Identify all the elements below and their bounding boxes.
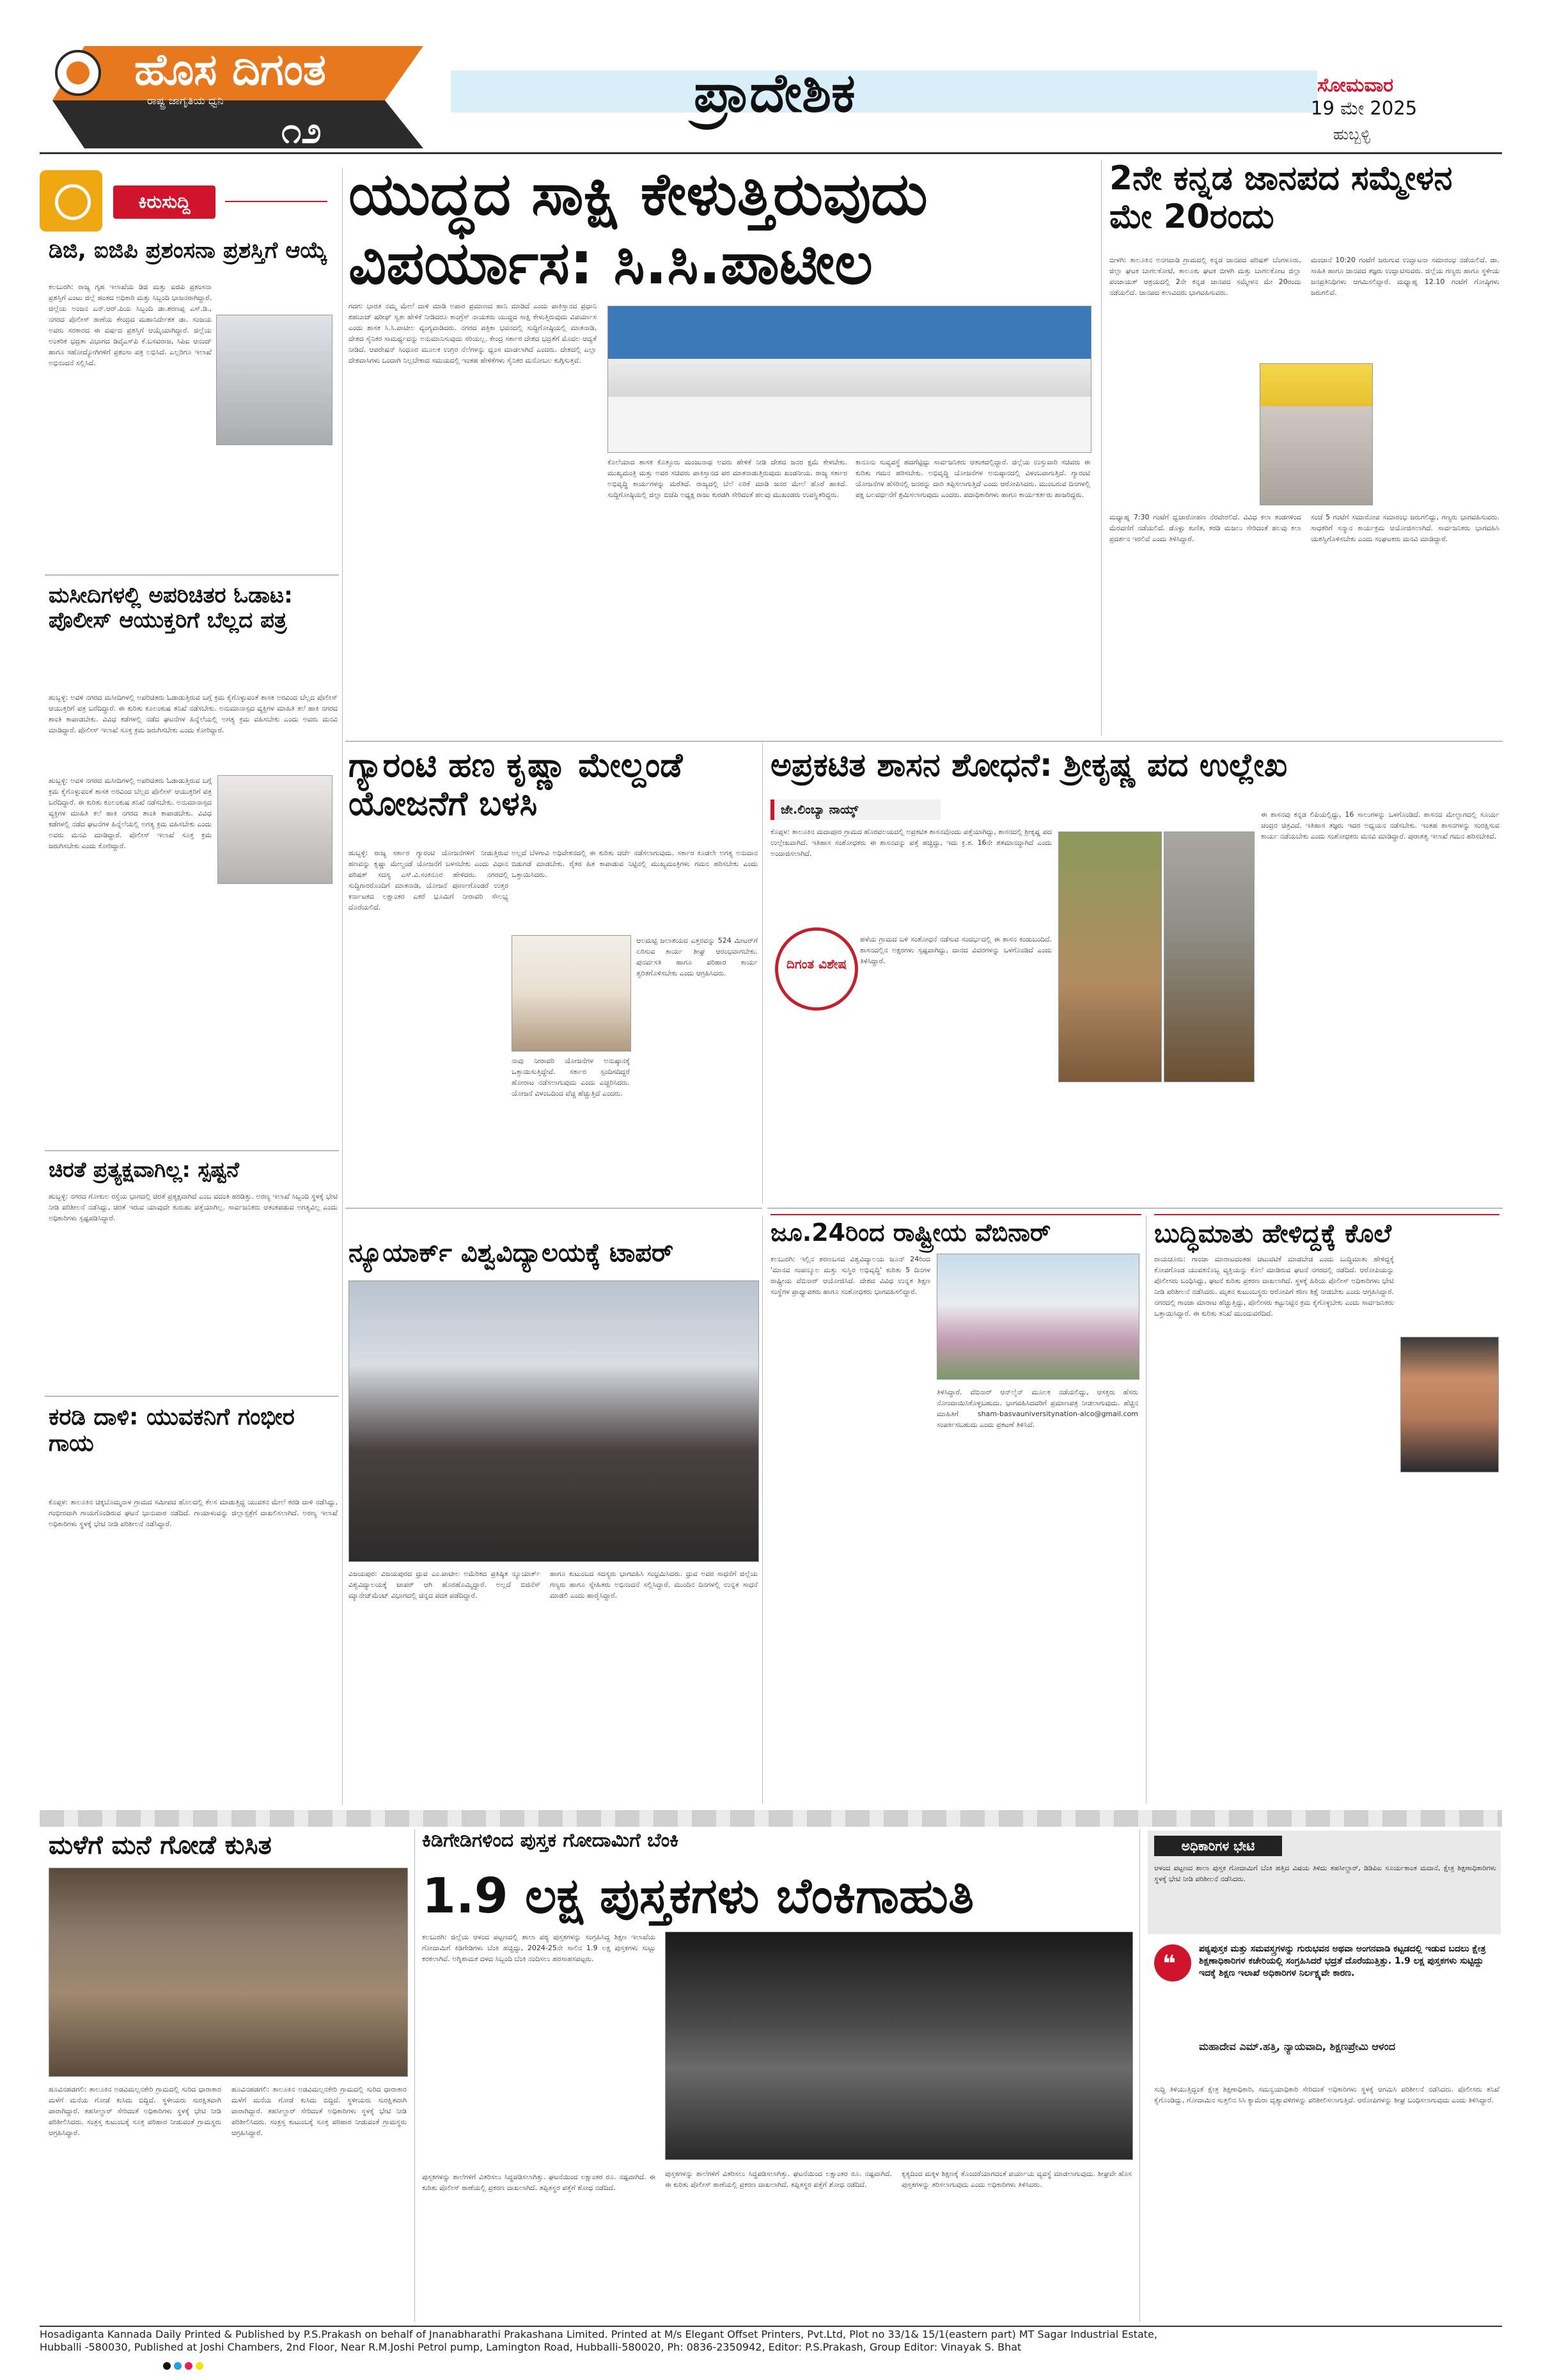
shasana-photo-1: [1058, 831, 1162, 1082]
left-headline-1: ಡಿಜಿ, ಐಜಿಪಿ ಪ್ರಶಂಸನಾ ಪ್ರಶಸ್ತಿಗೆ ಆಯ್ಕೆ: [49, 238, 327, 264]
left-column-divider: [342, 168, 343, 1805]
officials-quote: ಪಠ್ಯಪುಸ್ತಕ ಮತ್ತು ಸಮವಸ್ತ್ರಗಳನ್ನು ಗುರುಭವನ ಅಥವಾ ಅಂಗನವಾಡಿ ಕಟ್ಟಡದಲ್ಲಿ ಇಡುವ ಬದಲು ಕ್ಷೇತ್ರ ಶಿಕ್ಷಣಾಧಿಕಾರಿಗಳ ಕಚೇರಿಯಲ್ಲಿ ಸಂಗ್ರಹಿಸಿದರೆ ಭದ್ರತೆ ದೊರೆಯುತ್ತಿತ್ತು. 1.9 ಲಕ್ಷ ಪುಸ್ತಕಗಳು ಸುಟ್ಟಿದ್ದು ಇದಕ್ಕೆ ಶಿಕ್ಷಣ ಇಲಾಖೆ ಅಧಿಕಾರಿಗಳ ನಿರ್ಲಕ್ಷ್ಯವೇ ಕಾರಣ.: [1199, 1944, 1486, 1978]
fire-right-divider: [1139, 1829, 1140, 2322]
shasana-headline: ಅಪ್ರಕಟಿತ ಶಾಸನ ಶೋಧನೆ: ಶ್ರೀಕೃಷ್ಣ ಪದ ಉಲ್ಲೇಖ: [770, 746, 1288, 784]
officials-body: ಆಳಂದ ಪಟ್ಟಣದ ಶಾಲಾ ಪುಸ್ತಕ ಗೋದಾಮಿಗೆ ಬೆಂಕಿ ಹತ್ತಿದ ವಿಷಯ ತಿಳಿದು ತಹಸೀಲ್ದಾರ್, ಡಿಡಿಪಿಐ ಸೂರ್ಯಕಾಂತ ಮದಾನೆ, ಕ್ಷೇತ್ರ ಶಿಕ್ಷಣಾಧಿಕಾರಿಗಳು ಸ್ಥಳಕ್ಕೆ ಭೇಟಿ ನೀಡಿ ಪರಿಶೀಲನೆ ನಡೆಸಿದರು.: [1154, 1864, 1496, 1883]
guarantee-right-divider: [762, 743, 763, 1204]
left-headline-4: ಕರಡಿ ದಾಳಿ: ಯುವಕನಿಗೆ ಗಂಭೀರ ಗಾಯ: [49, 1404, 295, 1457]
logo-text: ಹೊಸ ದಿಗಂತ: [134, 45, 326, 95]
fire-body-1b: ಪುಸ್ತಕಗಳನ್ನು ಶಾಲೆಗಳಿಗೆ ವಿತರಿಸಲು ಸಿದ್ಧಪಡಿಸಲಾಗಿತ್ತು. ಘಟನೆಯಿಂದ ಲಕ್ಷಾಂತರ ರೂ. ನಷ್ಟವಾಗಿದೆ. ಈ ಕುರಿತು ಪೊಲೀಸ್ ಠಾಣೆಯಲ್ಲಿ ಪ್ರಕರಣ ದಾಖಲಾಗಿದೆ. ತಪ್ಪಿತಸ್ಥರ ಪತ್ತೆಗೆ ಶೋಧ ನಡೆದಿದೆ.: [422, 2173, 655, 2192]
masthead-divider: [40, 152, 1502, 154]
guarantee-photo: [512, 935, 631, 1052]
lead-press-photo: [607, 306, 1091, 453]
masthead-city: ಹುಬ್ಬಳ್ಳಿ: [1333, 125, 1370, 143]
rain-body-1: ಹೂವಿನಹಡಗಲಿ: ತಾಲೂಕಿನ ಅಡವಿಮಲ್ಲನಕೇರಿ ಗ್ರಾಮದಲ್ಲಿ ಸುರಿದ ಧಾರಾಕಾರ ಮಳೆಗೆ ಮನೆಯ ಗೋಡೆ ಕುಸಿದು ಬಿದ್ದಿದೆ. ಸ್ಥಳೀಯರು ಸುರಕ್ಷಿತವಾಗಿ ಪಾರಾಗಿದ್ದಾರೆ. ತಹಸೀಲ್ದಾರ್ ಸೇರಿದಂತೆ ಅಧಿಕಾರಿಗಳು ಸ್ಥಳಕ್ಕೆ ಭೇಟಿ ನೀಡಿ ಪರಿಶೀಲಿಸಿದರು. ಸಂತ್ರಸ್ತ ಕುಟುಂಬಕ್ಕೆ ಸೂಕ್ತ ಪರಿಹಾರ ನೀಡುವಂತೆ ಗ್ರಾಮಸ್ಥರು ಆಗ್ರಹಿಸಿದ್ದಾರೆ.: [49, 2085, 221, 2137]
registration-marks: [163, 2360, 1378, 2376]
buddhimaatu-body: ರಾಯಚೂರು: ಗಾಂಜಾ ಮಾರಾಟದಂತಹ ಚಟುವಟಿಕೆ ಮಾಡಬೇಡ ಎಂದು ಬುದ್ಧಿಮಾತು ಹೇಳಿದ್ದಕ್ಕೆ ಕೋಪಗೊಂಡ ಯುವಕನೊಬ್ಬ ವ್ಯಕ್ತಿಯನ್ನು ಕೊಲೆ ಮಾಡಿರುವ ಘಟನೆ ನಗರದಲ್ಲಿ ನಡೆದಿದೆ. ಆರೋಪಿಯನ್ನು ಪೊಲೀಸರು ಬಂಧಿಸಿದ್ದು, ಘಟನೆ ಕುರಿತು ಪ್ರಕರಣ ದಾಖಲಾಗಿದೆ. ಸ್ಥಳಕ್ಕೆ ಹಿರಿಯ ಪೊಲೀಸ್ ಅಧಿಕಾರಿಗಳು ಭೇಟಿ ನೀಡಿ ಪರಿಶೀಲನೆ ನಡೆಸಿದರು. ಮೃತನ ಕುಟುಂಬಸ್ಥರು ಆರೋಪಿಗೆ ಕಠಿಣ ಶಿಕ್ಷೆ ನೀಡಬೇಕು ಎಂದು ಆಗ್ರಹಿಸಿದ್ದಾರೆ. ನಗರದಲ್ಲಿ ಗಾಂಜಾ ಮಾರಾಟ ಹೆಚ್ಚುತ್ತಿದ್ದು, ಪೊಲೀಸರು ಕಟ್ಟುನಿಟ್ಟಿನ ಕ್ರಮ ಕೈಗೊಳ್ಳಬೇಕು ಎಂದು ಸಾರ್ವಜನಿಕರು ಒತ್ತಾಯಿಸಿದ್ದಾರೆ. ಈ ಕುರಿತು ತನಿಖೆ ಮುಂದುವರೆದಿದೆ.: [1154, 1255, 1394, 1318]
fire-body-3: ಕೃತ್ಯದಿಂದ ಮಕ್ಕಳ ಶಿಕ್ಷಣಕ್ಕೆ ತೊಂದರೆಯಾಗದಂತೆ ಪರ್ಯಾಯ ವ್ಯವಸ್ಥೆ ಮಾಡಲಾಗುವುದು. ಶೀಘ್ರವೇ ಹೊಸ ಪುಸ್ತಕಗಳನ್ನು ತರಿಸಲಾಗುವುದು ಎಂದು ಅಧಿಕಾರಿಗಳು ತಿಳಿಸಿದರು.: [902, 2170, 1132, 2189]
guarantee-body-1: ಹುಬ್ಬಳ್ಳಿ: ರಾಜ್ಯ ಸರ್ಕಾರ ಗ್ಯಾರಂಟಿ ಯೋಜನೆಗಳಿಗೆ ನೀಡುತ್ತಿರುವ ಹಣವನ್ನು ಕೃಷ್ಣಾ ಮೇಲ್ದಂಡೆ ಯೋಜನೆಗೆ ಬಳಸಬೇಕು ಎಂದು ವಿಧಾನ ಪರಿಷತ್ ಸದಸ್ಯ ಎಸ್.ವಿ.ಸಂಕನೂರ ಹೇಳಿದರು. ನಗರದಲ್ಲಿ ಸುದ್ದಿಗಾರರೊಂದಿಗೆ ಮಾತನಾಡಿ, ಯೋಜನೆ ಪೂರ್ಣಗೊಂಡರೆ ಉತ್ತರ ಕರ್ನಾಟಕದ ಲಕ್ಷಾಂತರ ಎಕರೆ ಭೂಮಿಗೆ ನೀರಾವರಿ ಸೌಲಭ್ಯ ದೊರೆಯಲಿದೆ.: [348, 849, 508, 911]
section-title: ಪ್ರಾದೇಶಿಕ: [694, 61, 856, 124]
fire-kicker: ಕಿಡಿಗೇಡಿಗಳಿಂದ ಪುಸ್ತಕ ಗೋದಾಮಿಗೆ ಬೆಂಕಿ: [422, 1829, 679, 1852]
left-headline-2: ಮಸೀದಿಗಳಲ್ಲಿ ಅಪರಿಚಿತರ ಓಡಾಟ: ಪೊಲೀಸ್ ಆಯುಕ್ತರಿಗೆ ಬೆಲ್ಲದ ಪತ್ರ: [49, 583, 293, 634]
footer-top-rule: [40, 2326, 1502, 2327]
shasana-bottom-divider: [767, 1208, 1503, 1209]
guarantee-body-3: ನಾವು ನೀರಾವರಿ ಯೋಜನೆಗಳ ಅನುಷ್ಠಾನಕ್ಕೆ ಒತ್ತಾಯಿಸುತ್ತಿದ್ದೇವೆ. ಸರ್ಕಾರ ಸ್ಪಂದಿಸದಿದ್ದರೆ ಹೋರಾಟ ನಡೆಸಲಾಗುವುದು ಎಂದು ಎಚ್ಚರಿಸಿದರು. ಯೋಜನೆ ವಿಳಂಬದಿಂದ ವೆಚ್ಚ ಹೆಚ್ಚುತ್ತಿದೆ ಎಂದರು.: [512, 1057, 630, 1098]
left-body-4: ಕೊಪ್ಪಳ: ತಾಲೂಕಿನ ಚಿಕ್ಕಬೊಮ್ಮನಾಳ ಗ್ರಾಮದ ಸಮೀಪದ ಹೊಲದಲ್ಲಿ ಕೆಲಸ ಮಾಡುತ್ತಿದ್ದ ಯುವಕನ ಮೇಲೆ ಕರಡಿ ದಾಳಿ ನಡೆಸಿದ್ದು, ಗಂಭೀರವಾಗಿ ಗಾಯಗೊಂಡಿರುವ ಘಟನೆ ಭಾನುವಾರ ನಡೆದಿದೆ. ಗಾಯಾಳುವನ್ನು ಜಿಲ್ಲಾಸ್ಪತ್ರೆಗೆ ದಾಖಲಿಸಲಾಗಿದೆ. ಅರಣ್ಯ ಇಲಾಖೆ ಅಧಿಕಾರಿಗಳು ಸ್ಥಳಕ್ಕೆ ಭೇಟಿ ನೀಡಿ ಪರಿಶೀಲನೆ ನಡೆಸಿದ್ದಾರೆ.: [49, 1498, 338, 1528]
logo-tagline: ರಾಷ್ಟ್ರ ಜಾಗೃತಿಯ ಧ್ವನಿ: [147, 95, 224, 107]
left-photo-1: [216, 315, 332, 445]
guarantee-body-2: ಅಲ್ಲದೆ ಬೆಳಗಾವಿ ಅಧಿವೇಶನದಲ್ಲಿ ಈ ಕುರಿತು ಚರ್ಚೆ ನಡೆಸಲಾಗುವುದು. ಸರ್ಕಾರ ಕೂಡಲೇ ಅಗತ್ಯ ಅನುದಾನ ಬಿಡುಗಡೆ ಮಾಡಬೇಕು. ರೈತರ ಹಿತ ಕಾಪಾಡುವ ನಿಟ್ಟಿನಲ್ಲಿ ಮುಖ್ಯಮಂತ್ರಿಗಳು ಗಮನ ಹರಿಸಬೇಕು ಎಂದು ಒತ್ತಾಯಿಸಿದರು.: [512, 849, 758, 879]
lead-bottom-divider: [345, 741, 1503, 742]
left-body-1: ಕಲಬುರಗಿ: ರಾಜ್ಯ ಗೃಹ ಇಲಾಖೆಯ ಡಿಜಿ ಮತ್ತು ಐಜಿಪಿ ಪ್ರಶಂಸನಾ ಪ್ರಶಸ್ತಿಗೆ ಎಂಟು ಜಿಲ್ಲೆ ಹಂತದ ಅಧಿಕಾರಿ ಮತ್ತು ಸಿಬ್ಬಂದಿ ಭಾಜನರಾಗಿದ್ದಾರೆ. ಜಿಲ್ಲೆಯ ಅಂಜನ ಎನ್.ಆರ್.ಪಿಯ ಸಿಬ್ಬಂದಿ ಡಾ.ಶರಣಪ್ಪ ಎಸ್.ಡಿ., ನಗರದ ಪೊಲೀಸ್ ಠಾಣೆಯ ಕೇಂದ್ರದ ಮಹಾನಿರ್ದೇಶಕ ಡಾ. ಸಂಜಯ ಅವರು ಸರಕಾರದ ಈ ವರ್ಷದ ಪ್ರಶಸ್ತಿಗೆ ಆಯ್ಕೆಯಾಗಿದ್ದಾರೆ. ಜಿಲ್ಲೆಯ ಅಂತರಿಕ ಭದ್ರತಾ ವಿಭಾಗದ ಡಿವೈಎಸ್‌ಪಿ ಕೆ.ಬಸವರಾಜ, ಸಿಪಿಐ ಆನಂದ್ ಹಾಗೂ ಸಹೋದ್ಯೋಗಿಗಳಿಗೆ ಪ್ರಶಂಸಾ ಪತ್ರ ಲಭಿಸಿದೆ. ಎಲ್ಲರಿಗೂ ಇಲಾಖೆ ಅಭಿನಂದನೆ ಸಲ್ಲಿಸಿದೆ.: [49, 283, 212, 367]
kiru-suddi-banner: [40, 168, 329, 234]
left-headline-3: ಚಿರತೆ ಪ್ರತ್ಯಕ್ಷವಾಗಿಲ್ಲ: ಸ್ಪಷ್ಟನೆ: [49, 1157, 239, 1182]
section-band: [451, 70, 1317, 113]
webinar-body-1: ಕಲಬುರಗಿ: ಇಲ್ಲಿನ ಶರಣಬಸವ ವಿಶ್ವವಿದ್ಯಾಲಯ ಜೂನ್ 24ರಿಂದ 'ಮಾನವ ಸಂಪನ್ಮೂಲ ಮತ್ತು ಸುಸ್ಥಿರ ಅಭಿವೃದ್ಧಿ' ಕುರಿತು 5 ದಿನಗಳ ರಾಷ್ಟ್ರೀಯ ವೆಬಿನಾರ್ ಆಯೋಜಿಸಿದೆ. ದೇಶದ ವಿವಿಧ ಉನ್ನತ ಶಿಕ್ಷಣ ಸಂಸ್ಥೆಗಳ ಪ್ರಾಧ್ಯಾಪಕರು ಹಾಗೂ ಸಂಶೋಧಕರು ಭಾಗವಹಿಸಲಿದ್ದಾರೆ.: [770, 1255, 930, 1296]
kiru-suddi-label: ಕಿರುಸುದ್ದಿ: [113, 185, 215, 219]
bottom-gradient-band: [40, 1810, 1502, 1827]
janapada-body-2: ಮಂಜಾನೆ 10:20 ಗಂಟೆಗೆ ಜರುಗುವ ಉದ್ಘಾಟನಾ ಸಮಾರಂಭ ನಡೆಯಲಿದೆ. ಡಾ. ಸಾಹಿತಿ ಹಾಗೂ ಜಾನಪದ ತಜ್ಞರು ಉದ್ಘಾಟಿಸುವರು. ಜಿಲ್ಲೆಯ ಗಣ್ಯರು ಹಾಗೂ ಸ್ಥಳೀಯ ಜನಪ್ರತಿನಿಧಿಗಳು ಆಗಮಿಸಲಿದ್ದಾರೆ. ಮಧ್ಯಾಹ್ನ 12.10 ಗಂಟೆಗೆ ಗೋಷ್ಠಿಗಳು ಜರುಗಲಿವೆ.: [1311, 256, 1499, 297]
left-body-2b: ಹುಬ್ಬಳ್ಳಿ: ಅವಳಿ ನಗರದ ಮಸೀದಿಗಳಲ್ಲಿ ಅಪರಿಚಿತರು ಓಡಾಡುತ್ತಿರುವ ಬಗ್ಗೆ ಕ್ರಮ ಕೈಗೊಳ್ಳುವಂತೆ ಶಾಸಕ ಅರವಿಂದ ಬೆಲ್ಲದ ಪೊಲೀಸ್ ಆಯುಕ್ತರಿಗೆ ಪತ್ರ ಬರೆದಿದ್ದಾರೆ. ಈ ಕುರಿತು ಕೂಲಂಕುಷ ತನಿಖೆ ನಡೆಸಬೇಕು. ಅನುಮಾನಾಸ್ಪದ ವ್ಯಕ್ತಿಗಳ ಮಾಹಿತಿ ಕಲೆ ಹಾಕಿ ನಗರದ ಶಾಂತಿ ಕಾಪಾಡಬೇಕು. ವಿವಿಧ ಕಡೆಗಳಲ್ಲಿ ನಡೆದ ಘಟನೆಗಳ ಹಿನ್ನೆಲೆಯಲ್ಲಿ ಅಗತ್ಯ ಕ್ರಮ ವಹಿಸಬೇಕು ಎಂದು ಅವರು ಮನವಿ ಮಾಡಿದ್ದಾರೆ. ಪೊಲೀಸ್ ಇಲಾಖೆ ಸೂಕ್ತ ಕ್ರಮ ಜರುಗಿಸಬೇಕು ಎಂದು ಕೋರಿದ್ದಾರೆ.: [49, 776, 212, 850]
shasana-byline: ಜೇ.ಲಿಂಬ್ಯಾ ನಾಯ್ಕ್: [770, 800, 941, 820]
guarantee-body-4: ಆಲಮಟ್ಟಿ ಜಲಾಶಯದ ಎತ್ತರವನ್ನು 524 ಮೀಟರ್‌ಗೆ ಏರಿಸುವ ಕಾರ್ಯ ಶೀಘ್ರ ಆರಂಭವಾಗಬೇಕು. ಪುನರ್ವಸತಿ ಹಾಗೂ ಪರಿಹಾರ ಕಾರ್ಯ ತ್ವರಿತಗೊಳಿಸಬೇಕು ಎಂದು ಆಗ್ರಹಿಸಿದರು.: [636, 936, 758, 977]
page-number: ೧೨: [281, 110, 322, 152]
rain-photo: [49, 1868, 408, 2077]
fire-headline: 1.9 ಲಕ್ಷ ಪುಸ್ತಕಗಳು ಬೆಂಕಿಗಾಹುತಿ: [422, 1867, 974, 1924]
left-body-3: ಹುಬ್ಬಳ್ಳಿ: ನಗರದ ಗೋಕುಲ ರಸ್ತೆಯ ಭಾಗದಲ್ಲಿ ಚಿರತೆ ಪ್ರತ್ಯಕ್ಷವಾಗಿದೆ ಎಂಬ ವದಂತಿ ಹರಡಿತ್ತು. ಅರಣ್ಯ ಇಲಾಖೆ ಸಿಬ್ಬಂದಿ ಸ್ಥಳಕ್ಕೆ ಭೇಟಿ ನೀಡಿ ಪರಿಶೀಲನೆ ನಡೆಸಿದ್ದು, ಚಿರತೆ ಇರುವ ಯಾವುದೇ ಕುರುಹು ಪತ್ತೆಯಾಗಿಲ್ಲ. ಸಾರ್ವಜನಿಕರು ಆತಂಕಪಡುವ ಅಗತ್ಯವಿಲ್ಲ ಎಂದು ಅಧಿಕಾರಿಗಳು ಸ್ಪಷ್ಟಪಡಿಸಿದ್ದಾರೆ.: [49, 1192, 338, 1222]
fire-photo: [665, 1932, 1133, 2160]
lead-headline: ಯುದ್ಧದ ಸಾಕ್ಷಿ ಕೇಳುತ್ತಿರುವುದು ವಿಪರ್ಯಾಸ: ಸಿ.ಸಿ.ಪಾಟೀಲ: [348, 160, 928, 297]
guarantee-bottom-divider: [345, 1208, 762, 1209]
lead-body-3: ಕಾನೂನು ಸುವ್ಯವಸ್ಥೆ ಹದಗೆಟ್ಟಿದ್ದು ಸಾರ್ವಜನಿಕರು ಆತಂಕದಲ್ಲಿದ್ದಾರೆ. ಜಿಲ್ಲೆಯ ಉಸ್ತುವಾರಿ ಸಚಿವರು ಈ ಕುರಿತು ಗಮನ ಹರಿಸಬೇಕು. ಅಭಿವೃದ್ಧಿ ಯೋಜನೆಗಳ ಅನುಷ್ಠಾನದಲ್ಲಿ ವಿಳಂಬವಾಗುತ್ತಿದೆ. ಗ್ಯಾರಂಟಿ ಯೋಜನೆಗಳ ಹೆಸರಿನಲ್ಲಿ ಜನರನ್ನು ದಾರಿ ತಪ್ಪಿಸಲಾಗುತ್ತಿದೆ ಎಂದು ಆರೋಪಿಸಿದರು. ಮುಂಬರುವ ದಿನಗಳಲ್ಲಿ ಪಕ್ಷ ಬಲವರ್ಧನೆಗೆ ಶ್ರಮಿಸಲಾಗುವುದು ಎಂದರು. ಪದಾಧಿಕಾರಿಗಳು ಹಾಗೂ ಕಾರ್ಯಕರ್ತರು ಹಾಜರಿದ್ದರು.: [856, 458, 1090, 499]
webinar-body-2: ತಿಳಿಸಿದ್ದಾರೆ. ವೆಬಿನಾರ್ ಆನ್‌ಲೈನ್ ಮೂಲಕ ನಡೆಯಲಿದ್ದು, ಆಸಕ್ತರು ಹೆಸರು ನೋಂದಾಯಿಸಿಕೊಳ್ಳಬಹುದು. ಭಾಗವಹಿಸಿದವರಿಗೆ ಪ್ರಮಾಣಪತ್ರ ನೀಡಲಾಗುವುದು. ಹೆಚ್ಚಿನ ಮಾಹಿತಿಗೆ sham-basvauniversitynation-alco@gmail.com ಸಂಪರ್ಕಿಸಬಹುದು ಎಂದು ಪ್ರಕಟಣೆ ತಿಳಿಸಿದೆ.: [937, 1388, 1138, 1429]
janapada-photo: [1260, 363, 1373, 505]
newyork-right-divider: [762, 1215, 763, 1804]
newyork-photo: [348, 1281, 759, 1562]
newyork-headline: ನ್ಯೂಯಾರ್ಕ್ ವಿಶ್ವವಿದ್ಯಾಲಯಕ್ಕೆ ಟಾಪರ್: [348, 1238, 674, 1268]
footer-line-2: Hubballi -580030, Published at Joshi Chambers, 2nd Floor, Near R.M.Joshi Petrol pump, Lamington Road, Hubballi-580020, Ph: 0836-2350942, Editor: P.S.Prakash, Group Editor: Vinayak S. Bhat: [40, 2341, 1022, 2353]
rain-right-divider: [414, 1829, 415, 2322]
guarantee-headline: ಗ್ಯಾರಂಟಿ ಹಣ ಕೃಷ್ಣಾ ಮೇಲ್ದಂಡೆ ಯೋಜನೆಗೆ ಬಳಸಿ: [348, 746, 683, 823]
newyork-body-1: ವಿಜಯಪುರ: ವಿಜಯಪುರದ ಧ್ರುವ ಎಂ.ಪಾಟೀಲ ಅಮೆರಿಕದ ಪ್ರತಿಷ್ಠಿತ ನ್ಯೂಯಾರ್ಕ್ ವಿಶ್ವವಿದ್ಯಾಲಯಕ್ಕೆ ಟಾಪರ್ ಆಗಿ ಹೊರಹೊಮ್ಮಿದ್ದಾರೆ. ಅಲ್ಲದೆ ಬಿಜಿನೆಸ್ ಮ್ಯಾನೇಜ್‌ಮೆಂಟ್ ವಿಭಾಗದಲ್ಲಿ ಚಿನ್ನದ ಪದಕ ಪಡೆದಿದ್ದಾರೆ.: [348, 1570, 540, 1600]
shasana-body-1: ಕೊಪ್ಪಳ: ತಾಲೂಕಿನ ಮದಾಪೂರ ಗ್ರಾಮದ ಹೊರವಲಯದಲ್ಲಿ ಅಪ್ರಕಟಿತ ಶಾಸನವೊಂದು ಪತ್ತೆಯಾಗಿದ್ದು, ಶಾಸನದಲ್ಲಿ ಶ್ರೀಕೃಷ್ಣ ಪದ ಉಲ್ಲೇಖವಾಗಿದೆ. ಇತಿಹಾಸ ಸಂಶೋಧಕರು ಈ ಶಾಸನವನ್ನು ಪತ್ತೆ ಹಚ್ಚಿದ್ದು, ಇದು ಕ್ರಿ.ಶ. 16ನೇ ಶತಮಾನದ್ದಾಗಿದೆ ಎಂದು ಅಂದಾಜಿಸಲಾಗಿದೆ.: [770, 828, 1052, 858]
shasana-badge-label: ದಿಗಂತ ವಿಶೇಷ: [786, 956, 847, 972]
masthead-date: 19 ಮೇ 2025: [1311, 97, 1418, 119]
fire-body-1: ಕಲಬುರಗಿ: ಜಿಲ್ಲೆಯ ಆಳಂದ ಪಟ್ಟಣದಲ್ಲಿ ಶಾಲಾ ಪಠ್ಯ ಪುಸ್ತಕಗಳನ್ನು ಸಂಗ್ರಹಿಸಿದ್ದ ಶಿಕ್ಷಣ ಇಲಾಖೆಯ ಗೋದಾಮಿಗೆ ಕಿಡಿಗೇಡಿಗಳು ಬೆಂಕಿ ಹಚ್ಚಿದ್ದು, 2024-25ನೇ ಸಾಲಿನ 1.9 ಲಕ್ಷ ಪುಸ್ತಕಗಳು ಸುಟ್ಟು ಕರಕಲಾಗಿವೆ. ಅಗ್ನಿಶಾಮಕ ದಳದ ಸಿಬ್ಬಂದಿ ಬೆಂಕಿ ನಂದಿಸಲು ಹರಸಾಹಸಪಟ್ಟರು.: [422, 1933, 655, 1963]
shasana-body-2: ಹಳೆಯ ಗ್ರಾಮದ ಬಳಿ ಸಂಶೋಧನೆ ನಡೆಸುವ ಸಂದರ್ಭದಲ್ಲಿ ಈ ಶಾಸನ ಕಂಡುಬಂದಿದೆ. ಶಾಸನದಲ್ಲಿನ ಅಕ್ಷರಗಳು ಸ್ಪಷ್ಟವಾಗಿದ್ದು, ದಾನದ ವಿವರಗಳನ್ನು ಒಳಗೊಂಡಿದೆ ಎಂದು ತಿಳಿಸಿದ್ದಾರೆ.: [860, 935, 1052, 965]
rain-headline: ಮಳೆಗೆ ಮನೆ ಗೋಡೆ ಕುಸಿತ: [49, 1831, 272, 1860]
buddhimaatu-headline: ಬುದ್ಧಿಮಾತು ಹೇಳಿದ್ದಕ್ಕೆ ಕೊಲೆ: [1154, 1214, 1499, 1252]
left-body-2: ಹುಬ್ಬಳ್ಳಿ: ಅವಳಿ ನಗರದ ಮಸೀದಿಗಳಲ್ಲಿ ಅಪರಿಚಿತರು ಓಡಾಡುತ್ತಿರುವ ಬಗ್ಗೆ ಕ್ರಮ ಕೈಗೊಳ್ಳುವಂತೆ ಶಾಸಕ ಅರವಿಂದ ಬೆಲ್ಲದ ಪೊಲೀಸ್ ಆಯುಕ್ತರಿಗೆ ಪತ್ರ ಬರೆದಿದ್ದಾರೆ. ಈ ಕುರಿತು ಕೂಲಂಕುಷ ತನಿಖೆ ನಡೆಸಬೇಕು. ಅನುಮಾನಾಸ್ಪದ ವ್ಯಕ್ತಿಗಳ ಮಾಹಿತಿ ಕಲೆ ಹಾಕಿ ನಗರದ ಶಾಂತಿ ಕಾಪಾಡಬೇಕು. ವಿವಿಧ ಕಡೆಗಳಲ್ಲಿ ನಡೆದ ಘಟನೆಗಳ ಹಿನ್ನೆಲೆಯಲ್ಲಿ ಅಗತ್ಯ ಕ್ರಮ ವಹಿಸಬೇಕು ಎಂದು ಅವರು ಮನವಿ ಮಾಡಿದ್ದಾರೆ. ಪೊಲೀಸ್ ಇಲಾಖೆ ಸೂಕ್ತ ಕ್ರಮ ಜರುಗಿಸಬೇಕು ಎಂದು ಕೋರಿದ್ದಾರೆ.: [49, 693, 338, 734]
masthead-day: ಸೋಮವಾರ: [1317, 74, 1394, 97]
webinar-headline: ಜೂ.24ರಿಂದ ರಾಷ್ಟ್ರೀಯ ವೆಬಿನಾರ್: [770, 1214, 1141, 1251]
lead-body-1: ಗದಗ: ಭಾರತ ನಮ್ಮ ಮೇಲೆ ದಾಳಿ ಮಾಡಿ ಅಪಾರ ಪ್ರಮಾಣದ ಹಾನಿ ಮಾಡಿದೆ ಎಂದು ಪಾಕಿಸ್ತಾನದ ಪ್ರಧಾನಿ ಶಹಬಾಜ್ ಷರೀಫ್ ಸ್ವತಃ ಹೇಳಿಕೆ ನೀಡಿದರೂ ಕಾಂಗ್ರೆಸ್ ನಾಯಕರು ಯುದ್ಧದ ಸಾಕ್ಷಿ ಕೇಳುತ್ತಿರುವುದು ವಿಪರ್ಯಾಸ ಎಂದು ಶಾಸಕ ಸಿ.ಸಿ.ಪಾಟೀಲ ವ್ಯಂಗ್ಯವಾಡಿದರು. ನಗರದ ಪತ್ರಿಕಾ ಭವನದಲ್ಲಿ ಸುದ್ದಿಗೋಷ್ಠಿಯಲ್ಲಿ ಮಾತನಾಡಿ, ದೇಶದ ಸೈನಿಕರ ಸಾಮರ್ಥ್ಯವನ್ನು ಅನುಮಾನಿಸುವುದು ಸರಿಯಲ್ಲ. ಕೇಂದ್ರ ಸರ್ಕಾರ ದೇಶದ ಭದ್ರತೆಗೆ ಮೊದಲ ಆದ್ಯತೆ ನೀಡಿದೆ. ಆಪರೇಷನ್ ಸಿಂಧೂರ ಮೂಲಕ ಉಗ್ರರ ನೆಲೆಗಳನ್ನು ಧ್ವಂಸ ಮಾಡಲಾಗಿದೆ ಎಂದರು. ದೇಶದಲ್ಲಿ ಎಲ್ಲಾ ದೇಶವಾಸಿಗಳು ಒಂದಾಗಿ ನಿಲ್ಲಬೇಕಾದ ಸಮಯದಲ್ಲಿ ಇಂತಹ ಹೇಳಿಕೆಗಳು ಸೈನಿಕರ ಮನೋಬಲ ಕುಗ್ಗಿಸುತ್ತವೆ.: [348, 302, 597, 365]
lead-body-2: ಕೊಲೆಯಾದ ಶಾಸಕ ಕೊತ್ತೂರು ಮಂಜುನಾಥ ಅವರು ಹೇಳಿಕೆ ನೀಡಿ ದೇಶದ ಜನರ ಕ್ಷಮೆ ಕೇಳಬೇಕು. ಮುಖ್ಯಮಂತ್ರಿ ಮತ್ತು ಅವರ ಸಚಿವರು ಪಾಕಿಸ್ತಾನದ ಪರ ಮಾತನಾಡುತ್ತಿರುವುದು ಖಂಡನೀಯ. ರಾಜ್ಯ ಸರ್ಕಾರ ಅಭಿವೃದ್ಧಿ ಕಾರ್ಯಗಳನ್ನು ಮರೆತಿದೆ. ರಾಜ್ಯದಲ್ಲಿ ಬೆಲೆ ಏರಿಕೆ ಮಾಡಿ ಜನರ ಮೇಲೆ ಹೊರೆ ಹಾಕಿದೆ. ಸುದ್ದಿಗೋಷ್ಠಿಯಲ್ಲಿ ಜಿಲ್ಲಾ ಬಿಜೆಪಿ ಅಧ್ಯಕ್ಷ ರಾಜು ಕುರಡಗಿ ಸೇರಿದಂತೆ ಹಲವು ಮುಖಂಡರು ಉಪಸ್ಥಿತರಿದ್ದರು.: [607, 458, 847, 499]
rain-body-2: ಹೂವಿನಹಡಗಲಿ: ತಾಲೂಕಿನ ಅಡವಿಮಲ್ಲನಕೇರಿ ಗ್ರಾಮದಲ್ಲಿ ಸುರಿದ ಧಾರಾಕಾರ ಮಳೆಗೆ ಮನೆಯ ಗೋಡೆ ಕುಸಿದು ಬಿದ್ದಿದೆ. ಸ್ಥಳೀಯರು ಸುರಕ್ಷಿತವಾಗಿ ಪಾರಾಗಿದ್ದಾರೆ. ತಹಸೀಲ್ದಾರ್ ಸೇರಿದಂತೆ ಅಧಿಕಾರಿಗಳು ಸ್ಥಳಕ್ಕೆ ಭೇಟಿ ನೀಡಿ ಪರಿಶೀಲಿಸಿದರು. ಸಂತ್ರಸ್ತ ಕುಟುಂಬಕ್ಕೆ ಸೂಕ್ತ ಪರಿಹಾರ ನೀಡುವಂತೆ ಗ್ರಾಮಸ್ಥರು ಆಗ್ರಹಿಸಿದ್ದಾರೆ.: [231, 2085, 407, 2137]
janapada-body-3: ಮಧ್ಯಾಹ್ನ 7:30 ಗಂಟೆಗೆ ಧ್ವಜಾರೋಹಣ ನೆರವೇರಲಿದೆ. ವಿವಿಧ ಕಲಾ ತಂಡಗಳಿಂದ ಮೆರವಣಿಗೆ ನಡೆಯಲಿದೆ. ಡೊಳ್ಳು ಕುಣಿತ, ಕರಡಿ ಮಜಲು ಸೇರಿದಂತೆ ಹಲವು ಕಲಾ ಪ್ರದರ್ಶನ ಇರಲಿವೆ ಎಂದು ತಿಳಿಸಿದ್ದಾರೆ.: [1109, 513, 1301, 543]
lead-right-divider: [1101, 160, 1102, 736]
buddhimaatu-photo: [1400, 1337, 1499, 1472]
officials-title: ಅಧಿಕಾರಿಗಳ ಭೇಟಿ: [1154, 1836, 1282, 1856]
officials-author: ಮಹಾದೇವ ಎಮ್.ಹತ್ತಿ, ನ್ಯಾಯವಾದಿ, ಶಿಕ್ಷಣಪ್ರೇಮಿ ಆಳಂದ: [1199, 2040, 1396, 2053]
left-divider-2: [45, 1150, 339, 1151]
shasana-photo-2: [1164, 831, 1255, 1082]
left-photo-2: [217, 775, 332, 884]
janapada-headline: 2ನೇ ಕನ್ನಡ ಜಾನಪದ ಸಮ್ಮೇಳನ ಮೇ 20ರಂದು: [1109, 159, 1453, 236]
officials-body-2: ಸುದ್ದಿ ತಿಳಿಯುತ್ತಿದ್ದಂತೆ ಕ್ಷೇತ್ರ ಶಿಕ್ಷಣಾಧಿಕಾರಿ, ಸಮನ್ವಯಾಧಿಕಾರಿ ಸೇರಿದಂತೆ ಅಧಿಕಾರಿಗಳು ಸ್ಥಳಕ್ಕೆ ಆಗಮಿಸಿ ಪರಿಶೀಲನೆ ನಡೆಸಿದರು. ಪೊಲೀಸರು ತನಿಖೆ ಕೈಗೊಂಡಿದ್ದು, ಗೋದಾಮಿನ ಸುತ್ತಲಿನ ಸಿಸಿ ಕ್ಯಾಮೆರಾ ದೃಶ್ಯಾವಳಿಗಳನ್ನು ಪರಿಶೀಲಿಸಲಾಗುತ್ತಿದೆ. ಆರೋಪಿಗಳನ್ನು ಶೀಘ್ರ ಬಂಧಿಸಲಾಗುವುದು ಎಂದು ತಿಳಿಸಿದ್ದಾರೆ.: [1154, 2085, 1499, 2104]
janapada-body-1: ಬೀಳಗಿ: ತಾಲೂಕಿನ ಅನಗವಾಡಿ ಗ್ರಾಮದಲ್ಲಿ ಕನ್ನಡ ಜಾನಪದ ಪರಿಷತ್ ಬೆಂಗಳೂರು, ಜಿಲ್ಲಾ ಘಟಕ ಬಾಗಲಕೋಟೆ, ತಾಲೂಕು ಘಟಕ ಬೀಳಗಿ ಮತ್ತು ಬಾಗಲಕೋಟ ಜಿಲ್ಲಾ ಪಂಚಾಯತ್ ಆಶ್ರಯದಲ್ಲಿ 2ನೇ ಕನ್ನಡ ಜಾನಪದ ಸಮ್ಮೇಳನ ಮೇ 20ರಂದು ನಡೆಯಲಿದೆ. ಜಾನಪದ ಕಲಾವಿದರು ಭಾಗವಹಿಸುವರು.: [1109, 256, 1301, 297]
shasana-body-3: ಈ ಶಾಸನವು ಕನ್ನಡ ಲಿಪಿಯಲ್ಲಿದ್ದು, 16 ಸಾಲುಗಳನ್ನು ಒಳಗೊಂಡಿದೆ. ಶಾಸನದ ಮೇಲ್ಭಾಗದಲ್ಲಿ ಸೂರ್ಯ ಚಂದ್ರರ ಚಿತ್ರವಿದೆ. ಇತಿಹಾಸ ತಜ್ಞರು ಇದರ ಅಧ್ಯಯನ ನಡೆಸಬೇಕು. ಇಂತಹ ಶಾಸನಗಳನ್ನು ಸಂರಕ್ಷಿಸುವ ಕಾರ್ಯ ನಡೆಯಬೇಕು ಎಂದು ಸಂಶೋಧಕರು ಮನವಿ ಮಾಡಿದ್ದಾರೆ. ಪುರಾತತ್ವ ಇಲಾಖೆ ಗಮನ ಹರಿಸಬೇಕಿದೆ.: [1261, 810, 1499, 840]
webinar-building-photo: [937, 1254, 1139, 1380]
masthead: [0, 0, 1541, 154]
fire-body-2: ಪುಸ್ತಕಗಳನ್ನು ಶಾಲೆಗಳಿಗೆ ವಿತರಿಸಲು ಸಿದ್ಧಪಡಿಸಲಾಗಿತ್ತು. ಘಟನೆಯಿಂದ ಲಕ್ಷಾಂತರ ರೂ. ನಷ್ಟವಾಗಿದೆ. ಈ ಕುರಿತು ಪೊಲೀಸ್ ಠಾಣೆಯಲ್ಲಿ ಪ್ರಕರಣ ದಾಖಲಾಗಿದೆ. ತಪ್ಪಿತಸ್ಥರ ಪತ್ತೆಗೆ ಶೋಧ ನಡೆದಿದೆ.: [665, 2170, 892, 2189]
janapada-body-4: ಸಂಜೆ 5 ಗಂಟೆಗೆ ಸಮಾರೋಪ ಸಮಾರಂಭ ಜರುಗಲಿದ್ದು, ಗಣ್ಯರು ಭಾಗವಹಿಸುವರು. ಸಾಧಕರಿಗೆ ಸನ್ಮಾನ ಕಾರ್ಯಕ್ರಮ ಆಯೋಜಿಸಲಾಗಿದೆ. ಸಾರ್ವಜನಿಕರು ಭಾಗವಹಿಸಿ ಯಶಸ್ವಿಗೊಳಿಸಬೇಕು ಎಂದು ಸಂಘಟಕರು ಮನವಿ ಮಾಡಿದ್ದಾರೆ.: [1311, 513, 1499, 543]
newyork-body-2: ಹಾಗೂ ಕುಟುಂಬದ ಸದಸ್ಯರು ಭಾಗವಹಿಸಿ ಸಂಭ್ರಮಿಸಿದರು. ಧ್ರುವ ಅವರ ಸಾಧನೆಗೆ ಜಿಲ್ಲೆಯ ಗಣ್ಯರು ಹಾಗೂ ಸ್ನೇಹಿತರು ಅಭಿನಂದನೆ ಸಲ್ಲಿಸಿದ್ದಾರೆ. ಮುಂದಿನ ದಿನಗಳಲ್ಲಿ ಉನ್ನತ ಸಾಧನೆ ಮಾಡಲಿ ಎಂದು ಹಾರೈಸಿದ್ದಾರೆ.: [550, 1570, 758, 1600]
left-divider-1: [45, 574, 339, 576]
left-divider-3: [45, 1396, 339, 1397]
footer-line-1: Hosadiganta Kannada Daily Printed & Published by P.S.Prakash on behalf of Jnanabharathi Prakashana Limited. Printed at M/s Elegant Offset Printers, Pvt.Ltd, Plot no 33/1& 15/1(eastern part) MT Sagar Industrial Estate,: [40, 2328, 1157, 2340]
